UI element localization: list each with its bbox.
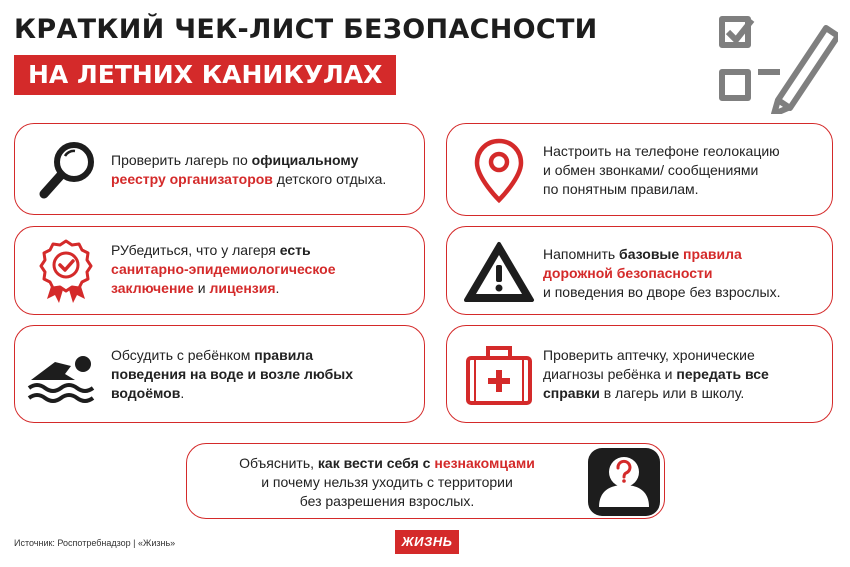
- card-text-bold: официальному: [251, 152, 359, 168]
- card-sanitary-license: [14, 226, 425, 315]
- card-text: Настроить на телефоне геолокацию: [543, 143, 780, 159]
- card-text: Обсудить с ребёнком: [111, 347, 255, 363]
- card-text: и обмен звонками/ сообщениями: [543, 162, 759, 178]
- card-strangers: [186, 443, 665, 519]
- card-text: и поведения во дворе без взрослых.: [543, 284, 781, 300]
- card-text: диагнозы ребёнка и: [543, 366, 677, 382]
- magnifier-icon: [38, 138, 100, 200]
- card-text-bold: базовые: [619, 246, 680, 262]
- card-text: Объяснить,: [239, 455, 318, 471]
- card-text-bold: правила: [254, 347, 313, 363]
- brand-logo: ЖИЗНЬ: [395, 530, 459, 554]
- warning-sign-icon: [463, 241, 535, 303]
- card-text-bold: передать все: [676, 366, 769, 382]
- card-text: без разрешения взрослых.: [299, 493, 475, 509]
- card-road-safety: [446, 226, 833, 315]
- card-text-bold: справки: [543, 385, 600, 401]
- card-text: Напомнить: [543, 246, 620, 262]
- card-text-accent: лицензия: [209, 280, 276, 296]
- card-text-bold: как вести себя с: [317, 455, 435, 471]
- card-text-bold: есть: [279, 242, 311, 258]
- card-text-accent: заключение: [111, 280, 194, 296]
- card-text: РУбедиться, что у лагеря: [111, 242, 280, 258]
- card-text: .: [275, 280, 280, 296]
- checklist-pencil-icon: [718, 14, 838, 114]
- card-text: Проверить лагерь по: [111, 152, 252, 168]
- card-text: по понятным правилам.: [543, 181, 699, 197]
- card-text: и: [193, 280, 210, 296]
- card-text: в лагерь или в школу.: [599, 385, 745, 401]
- source-note: Источник: Роспотребнадзор | «Жизнь»: [14, 538, 176, 548]
- location-pin-icon: [473, 138, 525, 204]
- page-subtitle-banner: НА ЛЕТНИХ КАНИКУЛАХ: [14, 55, 396, 95]
- card-text-accent: незнакомцами: [434, 455, 535, 471]
- card-text-accent: дорожной безопасности: [543, 265, 713, 281]
- card-text: Проверить аптечку, хронические: [543, 347, 755, 363]
- card-text-accent: санитарно-эпидемиологическое: [111, 261, 336, 277]
- card-text-accent: правила: [679, 246, 742, 262]
- first-aid-kit-icon: [465, 342, 533, 406]
- unknown-person-icon: [586, 447, 662, 517]
- card-geolocation: [446, 123, 833, 216]
- certificate-badge-icon: [39, 239, 93, 305]
- card-text-bold: поведения на воде и возле любых: [111, 366, 353, 382]
- card-first-aid: [446, 325, 833, 423]
- page-title: КРАТКИЙ ЧЕК-ЛИСТ БЕЗОПАСНОСТИ: [14, 14, 598, 45]
- card-text-bold: водоёмов: [111, 385, 181, 401]
- card-text-accent: реестру организаторов: [111, 171, 273, 187]
- card-text: детского отдыха.: [272, 171, 387, 187]
- swimmer-icon: [27, 348, 99, 406]
- card-water-safety: [14, 325, 425, 423]
- card-text: и почему нельзя уходить с территории: [261, 474, 513, 490]
- card-check-registry: [14, 123, 425, 215]
- card-text: .: [180, 385, 185, 401]
